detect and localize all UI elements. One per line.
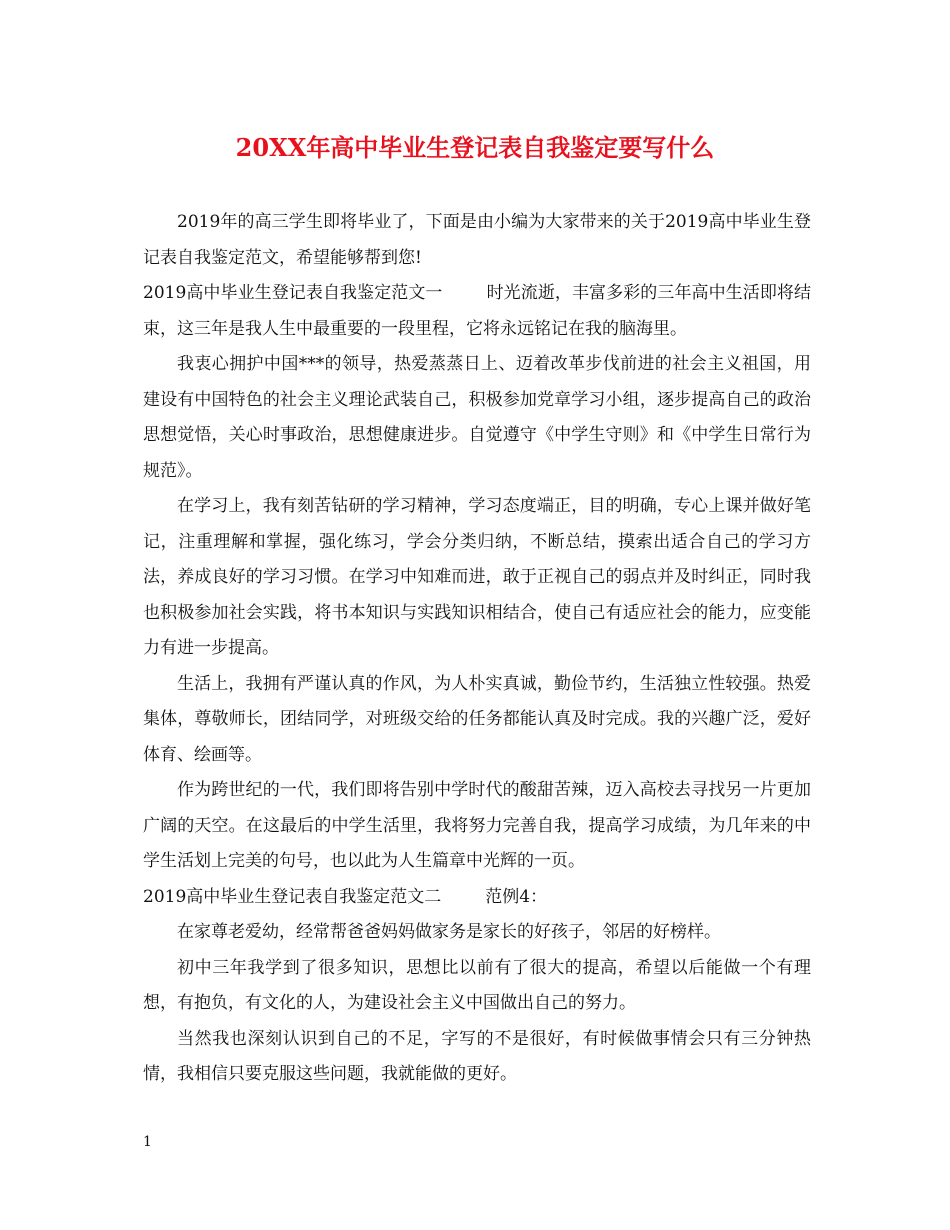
paragraph-politics: 我衷心拥护中国***的领导，热爱蒸蒸日上、迈着改革步伐前进的社会主义祖国，用建设有中国特色的社会主义理论武装自己，积极参加党章学习小组，逐步提高自己的政治思想觉悟，关心时事政治，思想健康进步。自觉遵守《中学生守则》和《中学生日常行为规范》。 [143, 354, 811, 481]
document-body [143, 205, 811, 1093]
section-1-lead: 时光流逝，丰富多彩的三年高中生活即将结束，这三年是我人生中最重要的一段里程，它将永远铭记在我的脑海里。 [143, 283, 811, 339]
section-2-heading: 2019高中毕业生登记表自我鉴定范文二 [143, 886, 442, 907]
page-number: 1 [143, 1134, 152, 1150]
paragraph-shortcomings: 当然我也深刻认识到自己的不足，字写的不是很好，有时候做事情会只有三分钟热情，我相信只要克服这些问题，我就能做的更好。 [143, 1028, 811, 1084]
paragraph-family: 在家尊老爱幼，经常帮爸爸妈妈做家务是家长的好孩子，邻居的好榜样。 [177, 922, 721, 942]
section-2-lead: 范例4： [485, 886, 548, 907]
section-2-line [143, 880, 811, 916]
paragraph-study: 在学习上，我有刻苦钻研的学习精神，学习态度端正，目的明确，专心上课并做好笔记，注重理解和掌握，强化练习，学会分类归纳，不断总结，摸索出适合自己的学习方法，养成良好的学习习惯。在学习中知难而进，敢于正视自己的弱点并及时纠正，同时我也积极参加社会实践，将书本知识与实践知识相结合，使自己有适应社会的能力，应变能力有进一步提高。 [143, 496, 811, 658]
paragraph-knowledge: 初中三年我学到了很多知识，思想比以前有了很大的提高，希望以后能做一个有理想，有抱负，有文化的人，为建设社会主义中国做出自己的努力。 [143, 957, 811, 1013]
paragraph-life: 生活上，我拥有严谨认真的作风，为人朴实真诚，勤俭节约，生活独立性较强。热爱集体，尊敬师长，团结同学，对班级交给的任务都能认真及时完成。我的兴趣广泛，爱好体育、绘画等。 [143, 673, 811, 765]
section-1-heading: 2019高中毕业生登记表自我鉴定范文一 [143, 283, 443, 303]
document-title: 20XX年高中毕业生登记表自我鉴定要写什么 [235, 133, 715, 162]
paragraph-future: 作为跨世纪的一代，我们即将告别中学时代的酸甜苦辣，迈入高校去寻找另一片更加广阔的天空。在这最后的中学生活里，我将努力完善自我，提高学习成绩，为几年来的中学生活划上完美的句号，也以此为人生篇章中光辉的一页。 [143, 780, 811, 871]
section-1-line [143, 276, 811, 347]
paragraph-intro: 2019年的高三学生即将毕业了，下面是由小编为大家带来的关于2019高中毕业生登记表自我鉴定范文，希望能够帮到您! [143, 212, 811, 268]
